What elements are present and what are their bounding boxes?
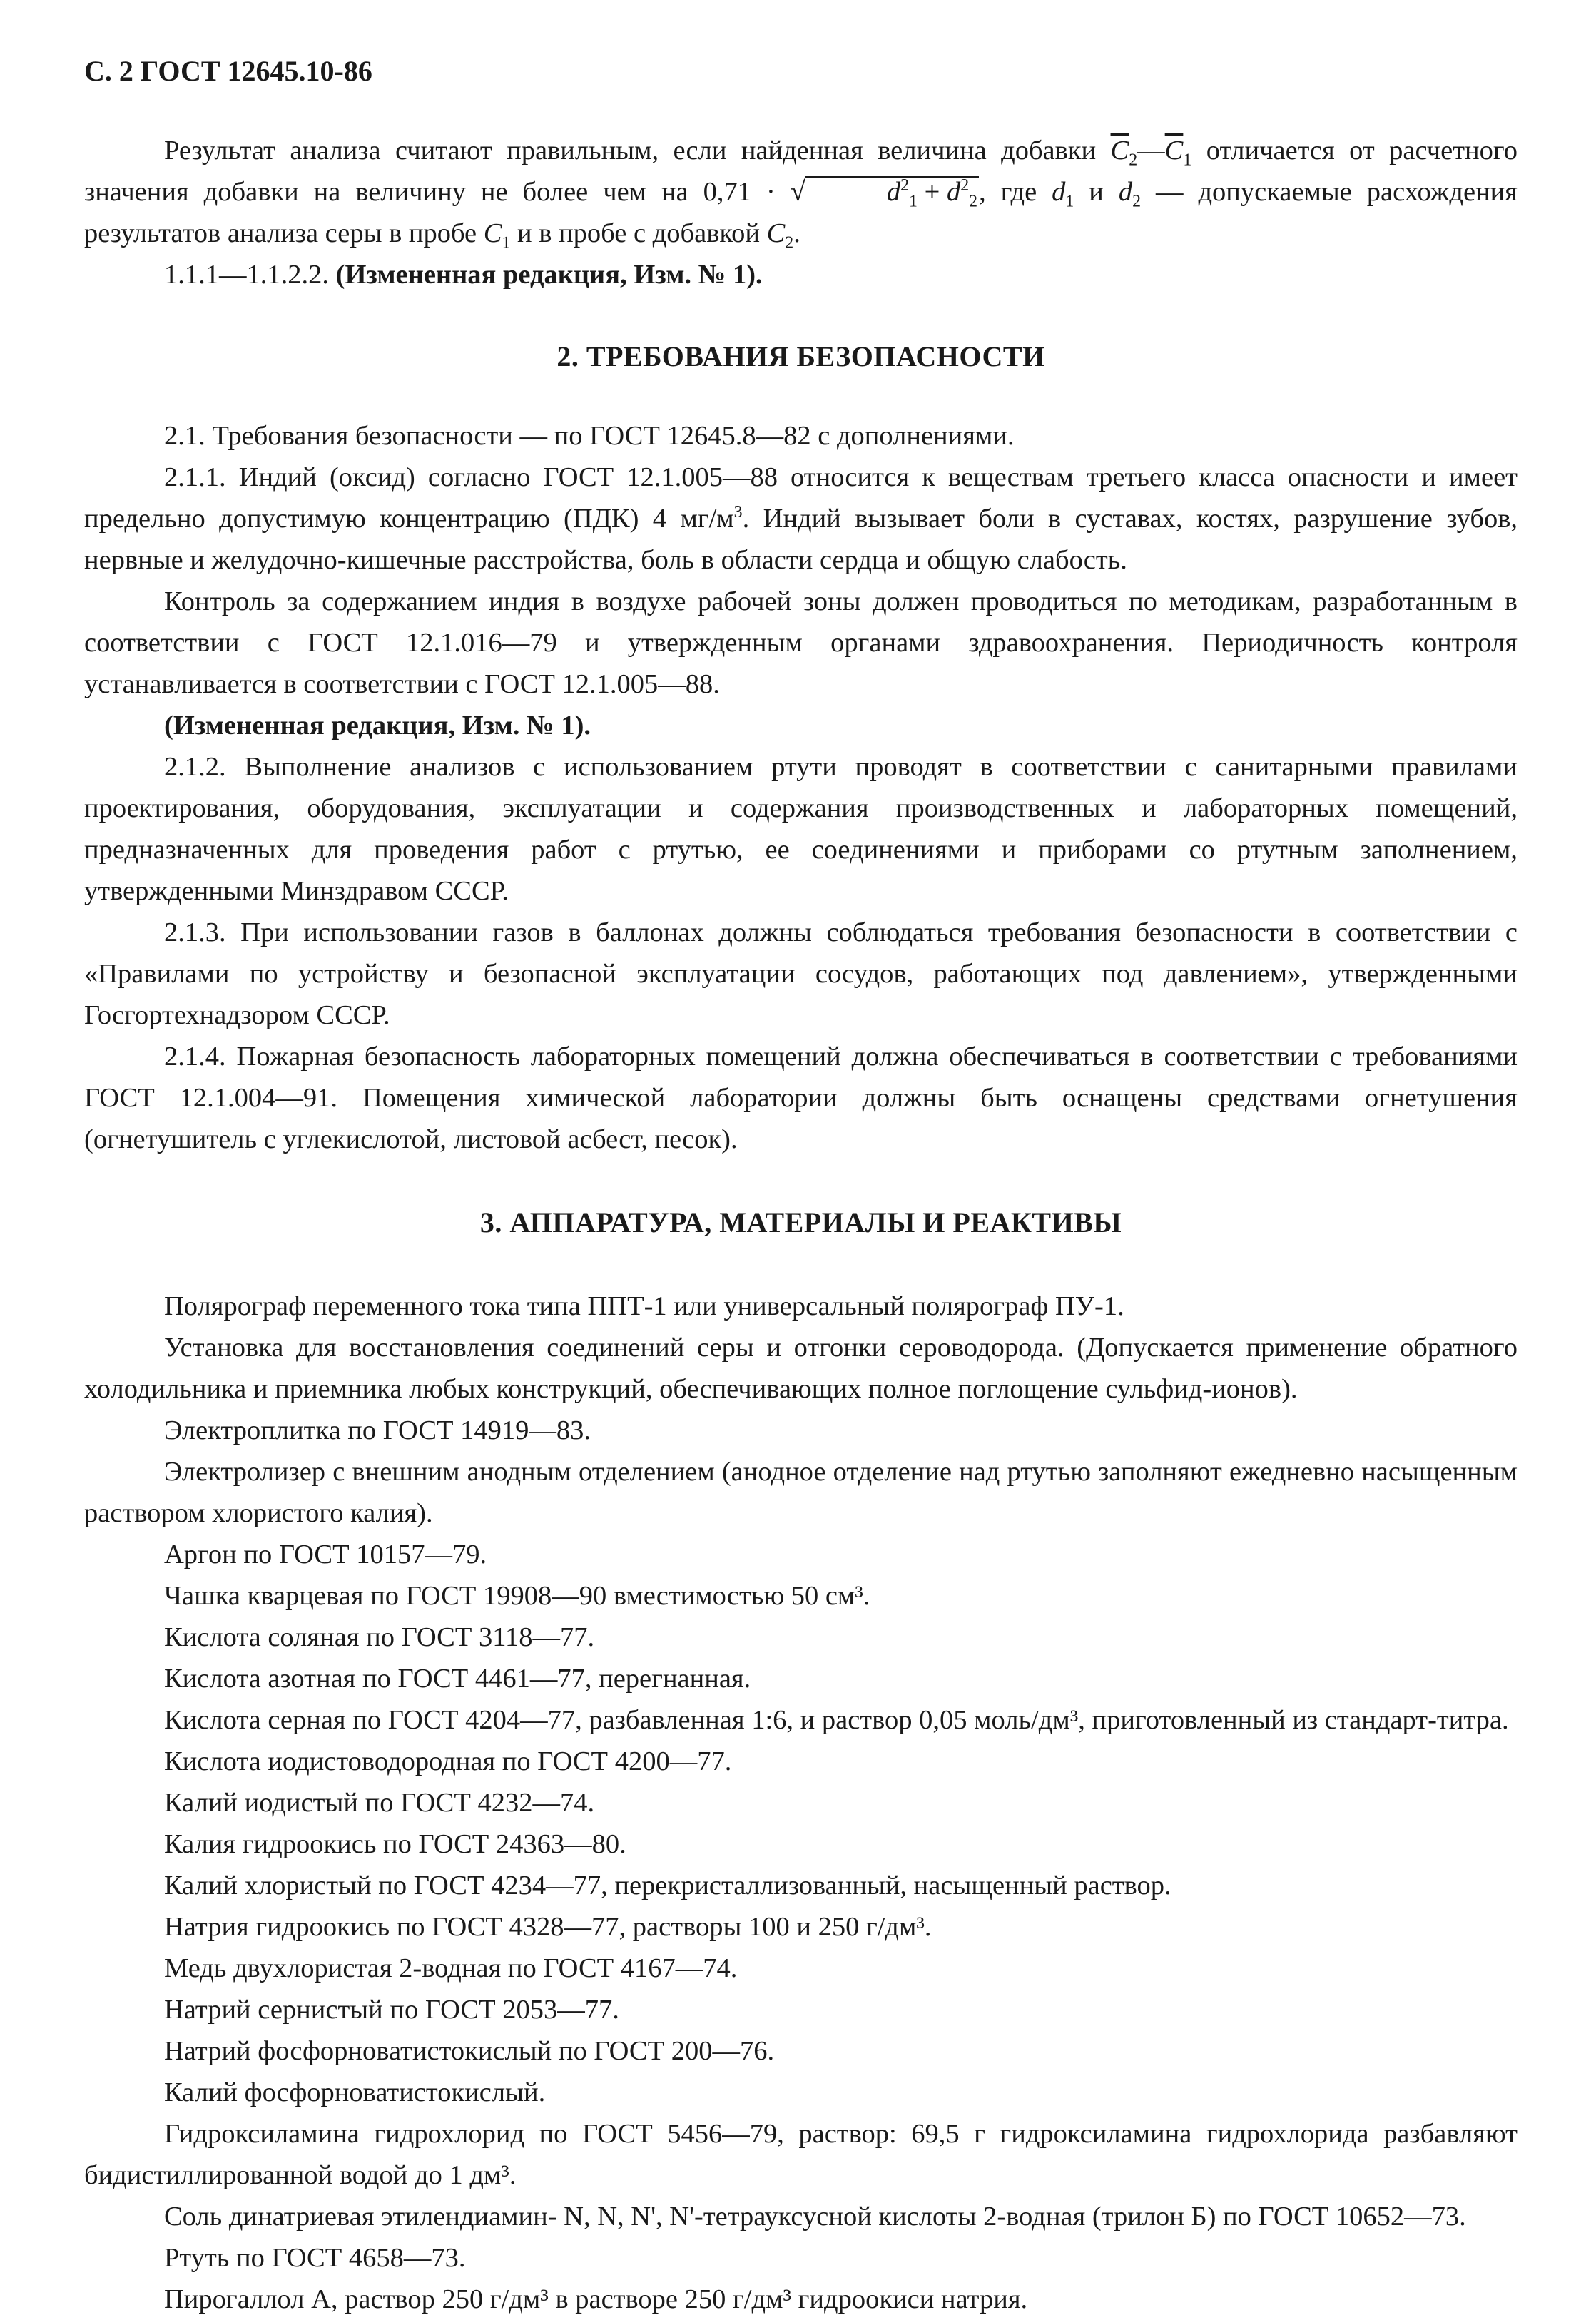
section-2-para-1: 2.1. Требования безопасности — по ГОСТ 12645.8—82 с дополнениями. <box>164 421 1015 451</box>
symbol-d1-sub: 1 <box>1065 192 1074 211</box>
section-2-para-2-b: . Индий вызывает боли в суставах, костях, разрушение зубов, нервные и желудочно-кишечные расстройства, боль в области сердца и общую слабость. <box>84 504 1518 575</box>
sqrt-d2: d <box>946 177 961 207</box>
list-item: Пирогаллол А, раствор 250 г/дм³ в растворе 250 г/дм³ гидроокиси натрия. <box>164 2284 1028 2314</box>
list-item: Установка для восстановления соединений серы и отгонки сероводорода. (Допускается применение обратного холодильника и приемника любых конструкций, обеспечивающих полное поглощение сульфид-ионов). <box>84 1333 1518 1404</box>
list-item: Кислота азотная по ГОСТ 4461—77, перегнанная. <box>164 1664 751 1694</box>
list-item: Натрий фосфорноватистокислый по ГОСТ 200—76. <box>164 2036 775 2066</box>
section-2-para-6: 2.1.3. При использовании газов в баллонах должны соблюдаться требования безопасности в соответствии с «Правилами по устройству и безопасной эксплуатации сосудов, работающих под давлением», утвержденными Госгортехнадзором СССР. <box>84 917 1518 1030</box>
sqrt-d1: d <box>886 177 901 207</box>
intro-text-d: — допускаемые расхождения результатов анализа серы в пробе <box>84 177 1518 248</box>
section-2-para-2-sup: 3 <box>733 503 743 522</box>
list-item: Соль динатриевая этилендиамин- N, N, N', N'-тетрауксусной кислоты 2-водная (трилон Б) по ГОСТ 10652—73. <box>164 2202 1466 2232</box>
symbol-d2: d <box>1118 177 1133 207</box>
symbol-d1: d <box>1052 177 1066 207</box>
section-2-para-3: Контроль за содержанием индия в воздухе рабочей зоны должен проводиться по методикам, разработанным в соответствии с ГОСТ 12.1.016—79 и утвержденным органами здравоохранения. Периодичность контроля устанавливается в соответствии с ГОСТ 12.1.005—88. <box>84 586 1518 699</box>
symbol-c1: $\overline{C}$ <box>1164 136 1184 166</box>
intro-amendment <box>84 254 1518 295</box>
section-2-para-7: 2.1.4. Пожарная безопасность лабораторных помещений должна обеспечиваться в соответствии с требованиями ГОСТ 12.1.004—91. Помещения химической лаборатории должны быть оснащены средствами огнетушения (огнетушитель с углекислотой, листовой асбест, песок). <box>84 1042 1518 1154</box>
list-item: Калия гидроокись по ГОСТ 24363—80. <box>164 1829 626 1859</box>
list-item: Полярограф переменного тока типа ППТ-1 или универсальный полярограф ПУ-1. <box>164 1291 1124 1321</box>
list-item: Кислота соляная по ГОСТ 3118—77. <box>164 1622 595 1652</box>
formula-dash: — <box>1137 136 1165 166</box>
formula-sqrt: √ $d^2_1 + d^2_2$ <box>790 176 978 211</box>
section-2-amendment-note: (Измененная редакция, Изм. № 1). <box>164 711 591 741</box>
list-item: Электролизер с внешним анодным отделением (анодное отделение над ртутью заполняют ежедневно насыщенным раствором хлористого калия). <box>84 1457 1518 1528</box>
symbol-pc1: C <box>483 218 502 248</box>
intro-and: и <box>1074 177 1119 207</box>
intro-text-f: . <box>793 218 800 248</box>
intro-paragraph <box>84 130 1518 254</box>
sqrt-d2-sub: 2 <box>969 192 978 211</box>
list-item: Калий иодистый по ГОСТ 4232—74. <box>164 1788 595 1818</box>
list-item: Кислота серная по ГОСТ 4204—77, разбавленная 1:6, и раствор 0,05 моль/дм³, приготовленный из стандарт-титра. <box>164 1705 1509 1735</box>
section-2-para-2 <box>84 457 1518 581</box>
section-3-title: 3. АППАРАТУРА, МАТЕРИАЛЫ И РЕАКТИВЫ <box>479 1206 1122 1238</box>
amendment-clause-range: 1.1.1—1.1.2.2. <box>164 260 336 290</box>
symbol-c2-sub: 2 <box>1129 151 1138 170</box>
symbol-pc2: C <box>766 218 786 248</box>
symbol-c2: $\overline{C}$ <box>1110 136 1129 166</box>
amendment-note: (Измененная редакция, Изм. № 1). <box>335 260 763 290</box>
symbol-d2-sub: 2 <box>1132 192 1142 211</box>
sqrt-d1-sup: 2 <box>900 176 910 195</box>
section-2-para-2-a: 2.1.1. Индий (оксид) согласно ГОСТ 12.1.005—88 относится к веществам третьего класса опасности и имеет предельно допустимую концентрацию (ПДК) 4 мг/м <box>84 462 1518 534</box>
page-header: С. 2 ГОСТ 12645.10-86 <box>84 55 372 87</box>
list-item: Калий хлористый по ГОСТ 4234—77, перекристаллизованный, насыщенный раствор. <box>164 1871 1171 1901</box>
list-item: Электроплитка по ГОСТ 14919—83. <box>164 1415 591 1445</box>
symbol-c1-sub: 1 <box>1183 151 1192 170</box>
section-2-para-5: 2.1.2. Выполнение анализов с использованием ртути проводят в соответствии с санитарными правилами проектирования, оборудования, эксплуатации и содержания производственных и лабораторных помещений, предназначенных для проведения работ с ртутью, ее соединениями и приборами со ртутным заполнением, утвержденными Минздравом СССР. <box>84 752 1518 906</box>
formula-added-difference <box>1110 136 1192 170</box>
intro-text-c: , где <box>979 177 1052 207</box>
list-item: Калий фосфорноватистокислый. <box>164 2077 546 2107</box>
list-item: Гидроксиламина гидрохлорид по ГОСТ 5456—79, раствор: 69,5 г гидроксиламина гидрохлорида разбавляют бидистиллированной водой до 1 дм³. <box>84 2119 1518 2190</box>
sqrt-d1-sub: 1 <box>909 192 918 211</box>
list-item: Натрий сернистый по ГОСТ 2053—77. <box>164 1995 619 2025</box>
list-item: Медь двухлористая 2-водная по ГОСТ 4167—74. <box>164 1953 738 1983</box>
sqrt-d2-sup: 2 <box>960 176 970 195</box>
intro-text-e: и в пробе с добавкой <box>510 218 767 248</box>
section-2-title: 2. ТРЕБОВАНИЯ БЕЗОПАСНОСТИ <box>556 340 1045 372</box>
intro-text-a: Результат анализа считают правильным, если найденная величина добавки <box>164 136 1111 166</box>
symbol-pc1-sub: 1 <box>502 233 511 253</box>
intro-text-b: отличается от расчетного значения добавки на величину не более чем на 0,71 · <box>84 136 1518 207</box>
sqrt-plus: + <box>917 177 947 207</box>
reagent-list <box>84 1286 1518 2320</box>
list-item: Аргон по ГОСТ 10157—79. <box>164 1540 487 1569</box>
list-item: Ртуть по ГОСТ 4658—73. <box>164 2243 466 2273</box>
symbol-pc2-sub: 2 <box>785 233 794 253</box>
list-item: Кислота иодистоводородная по ГОСТ 4200—77. <box>164 1746 732 1776</box>
list-item: Натрия гидроокись по ГОСТ 4328—77, растворы 100 и 250 г/дм³. <box>164 1912 932 1942</box>
list-item: Чашка кварцевая по ГОСТ 19908—90 вместимостью 50 см³. <box>164 1581 870 1611</box>
